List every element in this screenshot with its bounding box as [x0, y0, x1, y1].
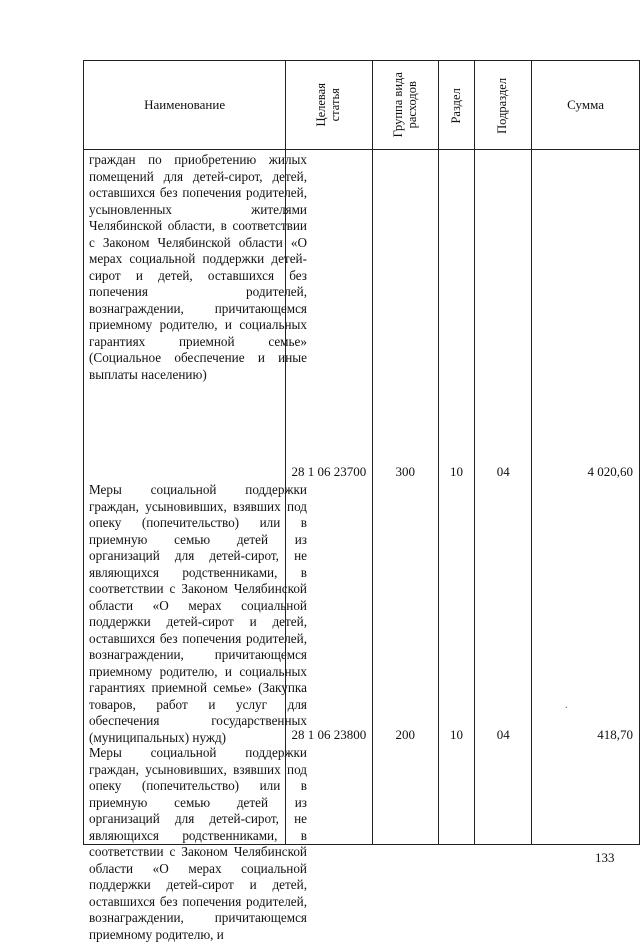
row-name-1: граждан по приобретению жилых помещений для детей-сирот, детей, оставшихся без попечения родителей, усыновленных жителями Челябинской области, в соответствии с Законом Челябинской области «О мерах социальной поддержки детей-сирот и детей, оставшихся без попечения родителей, вознаграждении, причитающемся приемному родителю, и социальных гарантиях приемной семье» (Социальное обеспечение и иные выплаты населению): [89, 152, 307, 382]
row-section-1: 10: [450, 464, 464, 479]
table-body-row: [84, 150, 640, 845]
expense-group-column-cell: [372, 150, 438, 845]
header-amount: Сумма: [532, 61, 640, 150]
page-number: 133: [595, 850, 615, 865]
row-target-article-2: 28 1 06 23800: [291, 727, 367, 742]
row-name-2: Меры социальной поддержки граждан, усыновивших, взявших под опеку (попечительство) или в приемную семью детей из организаций для детей-сирот, не являющихся родственниками, в соответствии с Законом Челябинской области «О мерах социальной поддержки детей-сирот и детей, оставшихся без попечения родителей, вознаграждении, причитающемся приемному родителю, и социальных гарантиях приемной семье» (Закупка товаров, работ и услуг для обеспечения государственных (муниципальных) нужд): [89, 482, 307, 745]
row-expense-group-2: 200: [395, 727, 415, 742]
table-header-row: [84, 61, 640, 150]
row-target-article-1: 28 1 06 23700: [291, 464, 367, 479]
name-column-cell: [84, 150, 307, 942]
header-expense-group: Группа вида расходов: [372, 61, 438, 150]
row-subsection-2: 04: [496, 727, 510, 742]
amount-column-cell: [532, 150, 640, 845]
row-name-3: Меры социальной поддержки граждан, усыновивших, взявших под опеку (попечительство) или в приемную семью детей из организаций для детей-сирот, не являющихся родственниками, в соответствии с Законом Челябинской области «О мерах социальной поддержки детей-сирот и детей, оставшихся без попечения родителей, вознаграждении, причитающемся приемному родителю, и: [89, 745, 307, 942]
target-article-column-cell: [286, 150, 372, 845]
row-amount-1: 4 020,60: [587, 464, 633, 479]
row-section-2: 10: [450, 727, 464, 742]
header-section: Раздел: [438, 61, 474, 150]
row-subsection-1: 04: [496, 464, 510, 479]
header-name: Наименование: [84, 61, 286, 150]
row-expense-group-1: 300: [395, 464, 415, 479]
stray-mark: .: [565, 700, 568, 711]
subsection-column-cell: [475, 150, 532, 845]
header-target-article: Целевая статья: [286, 61, 372, 150]
section-column-cell: [438, 150, 474, 845]
row-amount-2: 418,70: [597, 727, 633, 742]
header-subsection: Подраздел: [475, 61, 532, 150]
